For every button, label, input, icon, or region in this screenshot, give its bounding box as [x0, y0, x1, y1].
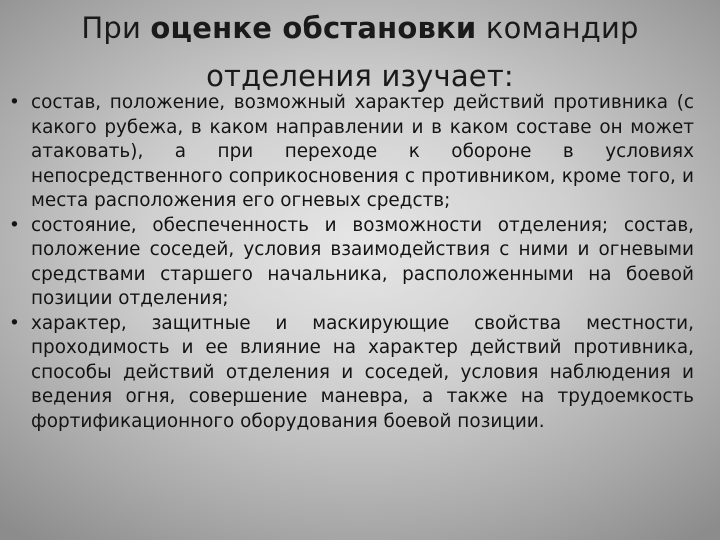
title-part-2: командир отделения изучает: [206, 11, 639, 93]
list-item-text: характер, защитные и маскирующие свойства местности, проходимость и ее влияние на характер действий противника, способы действий отделения и соседей, условия наблюдения и ведения огня, совершение маневра, а также на трудоемкость фортификационного оборудования боевой позиции. [31, 312, 694, 432]
list-item-text: состояние, обеспеченность и возможности отделения; состав, положение соседей, условия взаимодействия с ними и огневыми средствами старшего начальника, расположенными на боевой позиции отделения; [31, 214, 694, 309]
bullet-icon: • [9, 214, 20, 236]
list-item [8, 312, 694, 435]
title-part-1: При [81, 11, 151, 45]
list-item [8, 91, 694, 214]
bullet-icon: • [9, 92, 20, 113]
slide-title [20, 4, 700, 100]
list-item-text: состав, положение, возможный характер действий противника (с какого рубежа, в каком направлении и в каком составе он может атаковать), а при переходе к обороне в условиях непосредственного соприкосновения с противником, кроме того, и места расположения его огневых средств; [31, 92, 694, 211]
title-bold-phrase: оценке обстановки [150, 11, 477, 45]
bullet-list [8, 91, 694, 434]
list-item [8, 214, 694, 312]
bullet-icon: • [9, 312, 20, 334]
